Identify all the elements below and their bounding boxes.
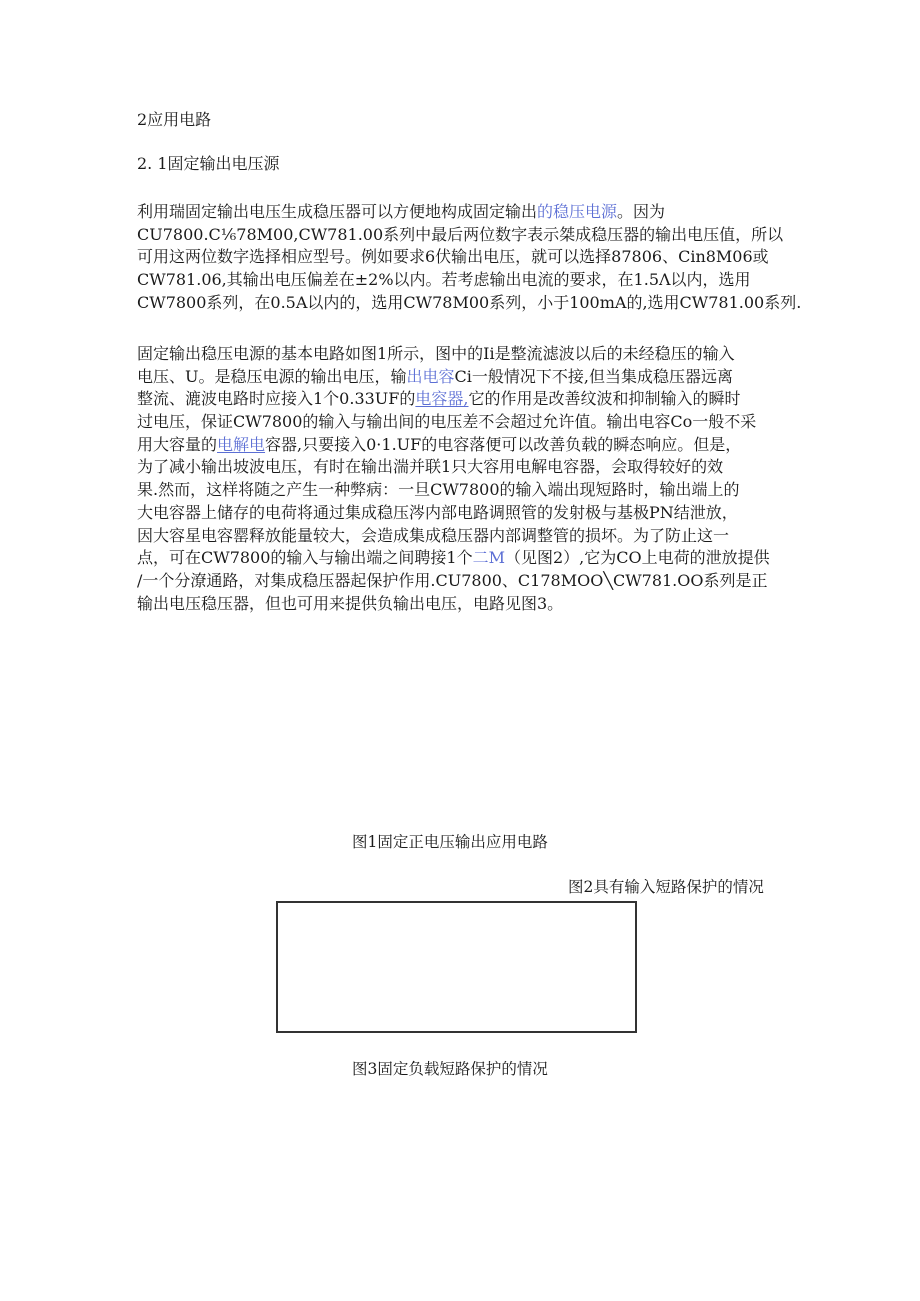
- text-line: [137, 224, 784, 247]
- hyperlink[interactable]: 二M: [472, 548, 505, 568]
- section-title: 2应用电路: [137, 110, 212, 129]
- text-run: 电压、U。是稳压电源的输出电压，输: [137, 366, 407, 386]
- text-line: [137, 434, 777, 457]
- text-line: [137, 343, 777, 366]
- text-line: [137, 411, 777, 434]
- hyperlink[interactable]: 出电容: [406, 366, 455, 386]
- text-run: 过电压，保证CW7800的输入与输出间的电压差不会超过允许值。输出电容Co一般不采: [137, 412, 757, 432]
- text-run: 。因为: [617, 202, 666, 221]
- text-run: 大电容器上储存的电荷将通过集成稳压涔内部电路调照管的发射极与基极PN结泄放，: [137, 502, 738, 522]
- text-line: [137, 479, 777, 502]
- text-run: 因大容星电容罂释放能量较大，会造成集成稳压器内部调整管的损坏。为了防止这一: [137, 525, 730, 545]
- text-line: [137, 292, 802, 315]
- text-run: 整流、漉波电路时应接入1个0.33UF的: [137, 389, 416, 409]
- text-run: 可用这两位数字选择相应型号。例如要求6伏输出电压，就可以选择87806、Cin8M06或: [137, 247, 769, 267]
- text-line: [137, 269, 777, 292]
- text-run: 它的作用是改善纹波和抑制输入的瞬时: [468, 389, 741, 409]
- text-run: 点，可在CW7800的输入与输出端之间聘接1个: [137, 548, 473, 568]
- text-run: 容器,只要接入0·1.UF的电容落便可以改善负载的瞬态响应。但是，: [265, 434, 742, 454]
- subsection-title: 2. 1固定输出电压源: [137, 154, 280, 173]
- figure-1-caption: 图1固定正电压输出应用电路: [352, 833, 548, 851]
- text-run: Ci一般情况下不接,但当集成稳压器远离: [454, 366, 733, 386]
- text-run: CW7800系列，在0.5A以内的，选用CW78M00系列，小于100mA的,选用CW781.00系列.: [137, 292, 802, 312]
- text-run: 用大容量的: [137, 434, 218, 454]
- paragraph-intro: [137, 201, 802, 314]
- text-line: [137, 246, 777, 269]
- text-run: 果.然而，这样将随之产生一种弊病：一旦CW7800的输入端出现短路时，输出端上的: [137, 480, 740, 500]
- text-line: [137, 570, 777, 593]
- text-line: [137, 502, 777, 525]
- text-run: 为了减小输出坡波电压，有时在输出湍并联1只大容用电解电容器，会取得较好的效: [137, 457, 724, 477]
- text-line: [137, 525, 777, 548]
- text-run: CU7800.C⅙78M00,CW781.00系列中最后两位数字表示桀成稳压器的输出电压值，所以: [137, 224, 784, 244]
- hyperlink[interactable]: 电容器,: [415, 389, 469, 409]
- text-run: （见图2）,它为CO上电荷的泄放提供: [504, 548, 770, 568]
- text-line: [137, 593, 777, 616]
- text-run: 固定输出稳压电源的基本电路如图1所示，图中的Ii是整流滤波以后的未经稳压的输入: [137, 344, 735, 363]
- figure-2-image-placeholder: [276, 901, 637, 1033]
- figure-3-caption: 图3固定负载短路保护的情况: [352, 1060, 548, 1078]
- text-run: 利用瑞固定输出电压生成稳压器可以方便地构成固定输出: [137, 202, 538, 221]
- text-run: CW781.06,其输出电压偏差在±2%以内。若考虑输出电流的要求，在1.5Λ以内，选用: [137, 270, 751, 290]
- figure-2-caption: 图2具有输入短路保护的情况: [568, 878, 764, 896]
- hyperlink[interactable]: 的稳压电源: [537, 202, 618, 221]
- paragraph-basic-circuit: [137, 343, 777, 615]
- text-line: [137, 547, 777, 570]
- text-run: 输出电压稳压器，但也可用来提供负输出电压，电路见图3。: [137, 593, 564, 613]
- text-line: [137, 388, 777, 411]
- text-run: /一个分潦通路，对集成稳压器起保护作用.CU7800、C178MOO╲CW781.OO系列是正: [137, 570, 768, 590]
- text-line: [137, 201, 777, 224]
- hyperlink[interactable]: 电解电: [217, 434, 266, 454]
- text-line: [137, 366, 777, 389]
- text-line: [137, 456, 777, 479]
